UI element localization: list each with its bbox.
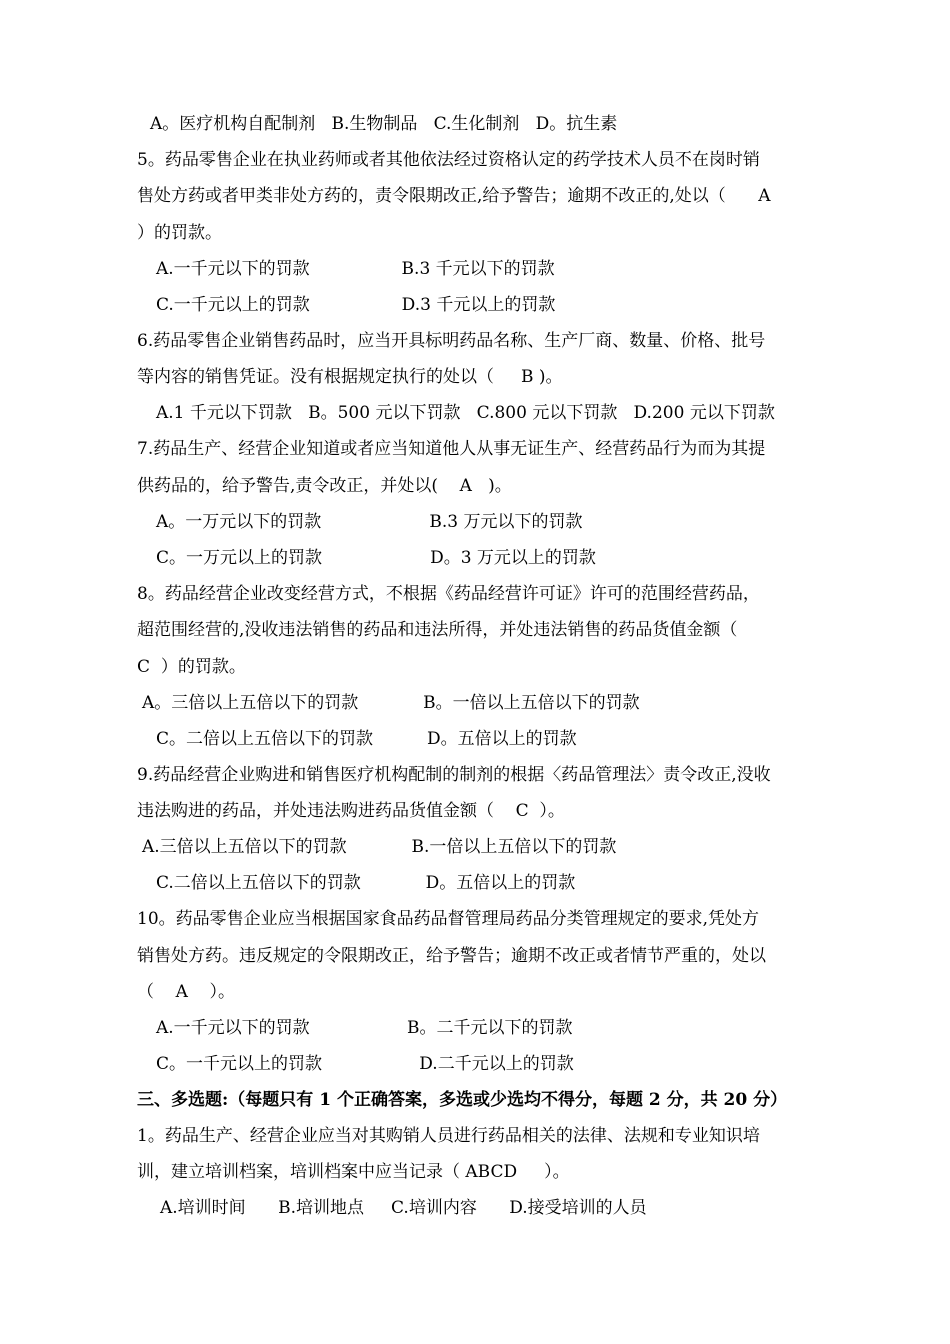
mq1-text-line2: 训，建立培训档案，培训档案中应当记录（ ABCD ）。 [137,1162,570,1182]
q5-text-line1: 5。药品零售企业在执业药师或者其他依法经过资格认定的药学技术人员不在岗时销 [137,150,760,170]
q8-text-line2: 超范围经营的,没收违法销售的药品和违法所得，并处违法销售的药品货值金额（ [137,620,738,640]
q6-text-line2: 等内容的销售凭证。没有根据规定执行的处以（ B )。 [137,367,563,387]
q10-options-ab: A.一千元以下的罚款 B。二千元以下的罚款 [156,1018,573,1038]
q10-text-line3: （ A ）。 [137,982,236,1002]
q7-options-ab: A。一万元以下的罚款 B.3 万元以下的罚款 [156,512,583,532]
q7-text-line2: 供药品的，给予警告,责令改正，并处以( A )。 [137,476,512,496]
q9-text-line2: 违法购进的药品，并处违法购进药品货值金额（ C ）。 [137,801,565,821]
q10-text-line1: 10。药品零售企业应当根据国家食品药品督管理局药品分类管理规定的要求,凭处方 [137,909,760,929]
q8-options-cd: C。二倍以上五倍以下的罚款 D。五倍以上的罚款 [156,729,577,749]
section-heading-multiple-choice: 三、多选题:（每题只有 1 个正确答案，多选或少选均不得分，每题 2 分，共 20 分） [137,1090,788,1110]
q10-text-line2: 销售处方药。违反规定的令限期改正，给予警告；逾期不改正或者情节严重的，处以 [137,946,766,966]
q8-options-ab: A。三倍以上五倍以下的罚款 B。一倍以上五倍以下的罚款 [142,693,640,713]
q7-options-cd: C。一万元以上的罚款 D。3 万元以上的罚款 [156,548,596,568]
mq1-text-line1: 1。药品生产、经营企业应当对其购销人员进行药品相关的法律、法规和专业知识培 [137,1126,760,1146]
q7-text-line1: 7.药品生产、经营企业知道或者应当知道他人从事无证生产、经营药品行为而为其提 [137,439,766,459]
q8-text-line3: C ）的罚款。 [137,657,246,677]
q4-options: A。医疗机构自配制剂 B.生物制品 C.生化制剂 D。抗生素 [150,114,618,134]
q10-options-cd: C。一千元以上的罚款 D.二千元以上的罚款 [156,1054,574,1074]
q9-options-cd: C.二倍以上五倍以下的罚款 D。五倍以上的罚款 [156,873,576,893]
q9-options-ab: A.三倍以上五倍以下的罚款 B.一倍以上五倍以下的罚款 [142,837,617,857]
q5-options-cd: C.一千元以上的罚款 D.3 千元以上的罚款 [156,295,556,315]
q5-options-ab: A.一千元以下的罚款 B.3 千元以下的罚款 [156,259,555,279]
q5-text-line2: 售处方药或者甲类非处方药的，责令限期改正,给予警告；逾期不改正的,处以（ A [137,186,771,206]
q6-text-line1: 6.药品零售企业销售药品时，应当开具标明药品名称、生产厂商、数量、价格、批号 [137,331,766,351]
mq1-options: A.培训时间 B.培训地点 C.培训内容 D.接受培训的人员 [160,1198,647,1218]
q8-text-line1: 8。药品经营企业改变经营方式，不根据《药品经营许可证》许可的范围经营药品， [137,584,760,604]
q5-text-line3: ）的罚款。 [137,223,222,243]
q9-text-line1: 9.药品经营企业购进和销售医疗机构配制的制剂的根据〈药品管理法〉责令改正,没收 [137,765,771,785]
q6-options: A.1 千元以下罚款 B。500 元以下罚款 C.800 元以下罚款 D.200 元以下罚款 [156,403,775,423]
